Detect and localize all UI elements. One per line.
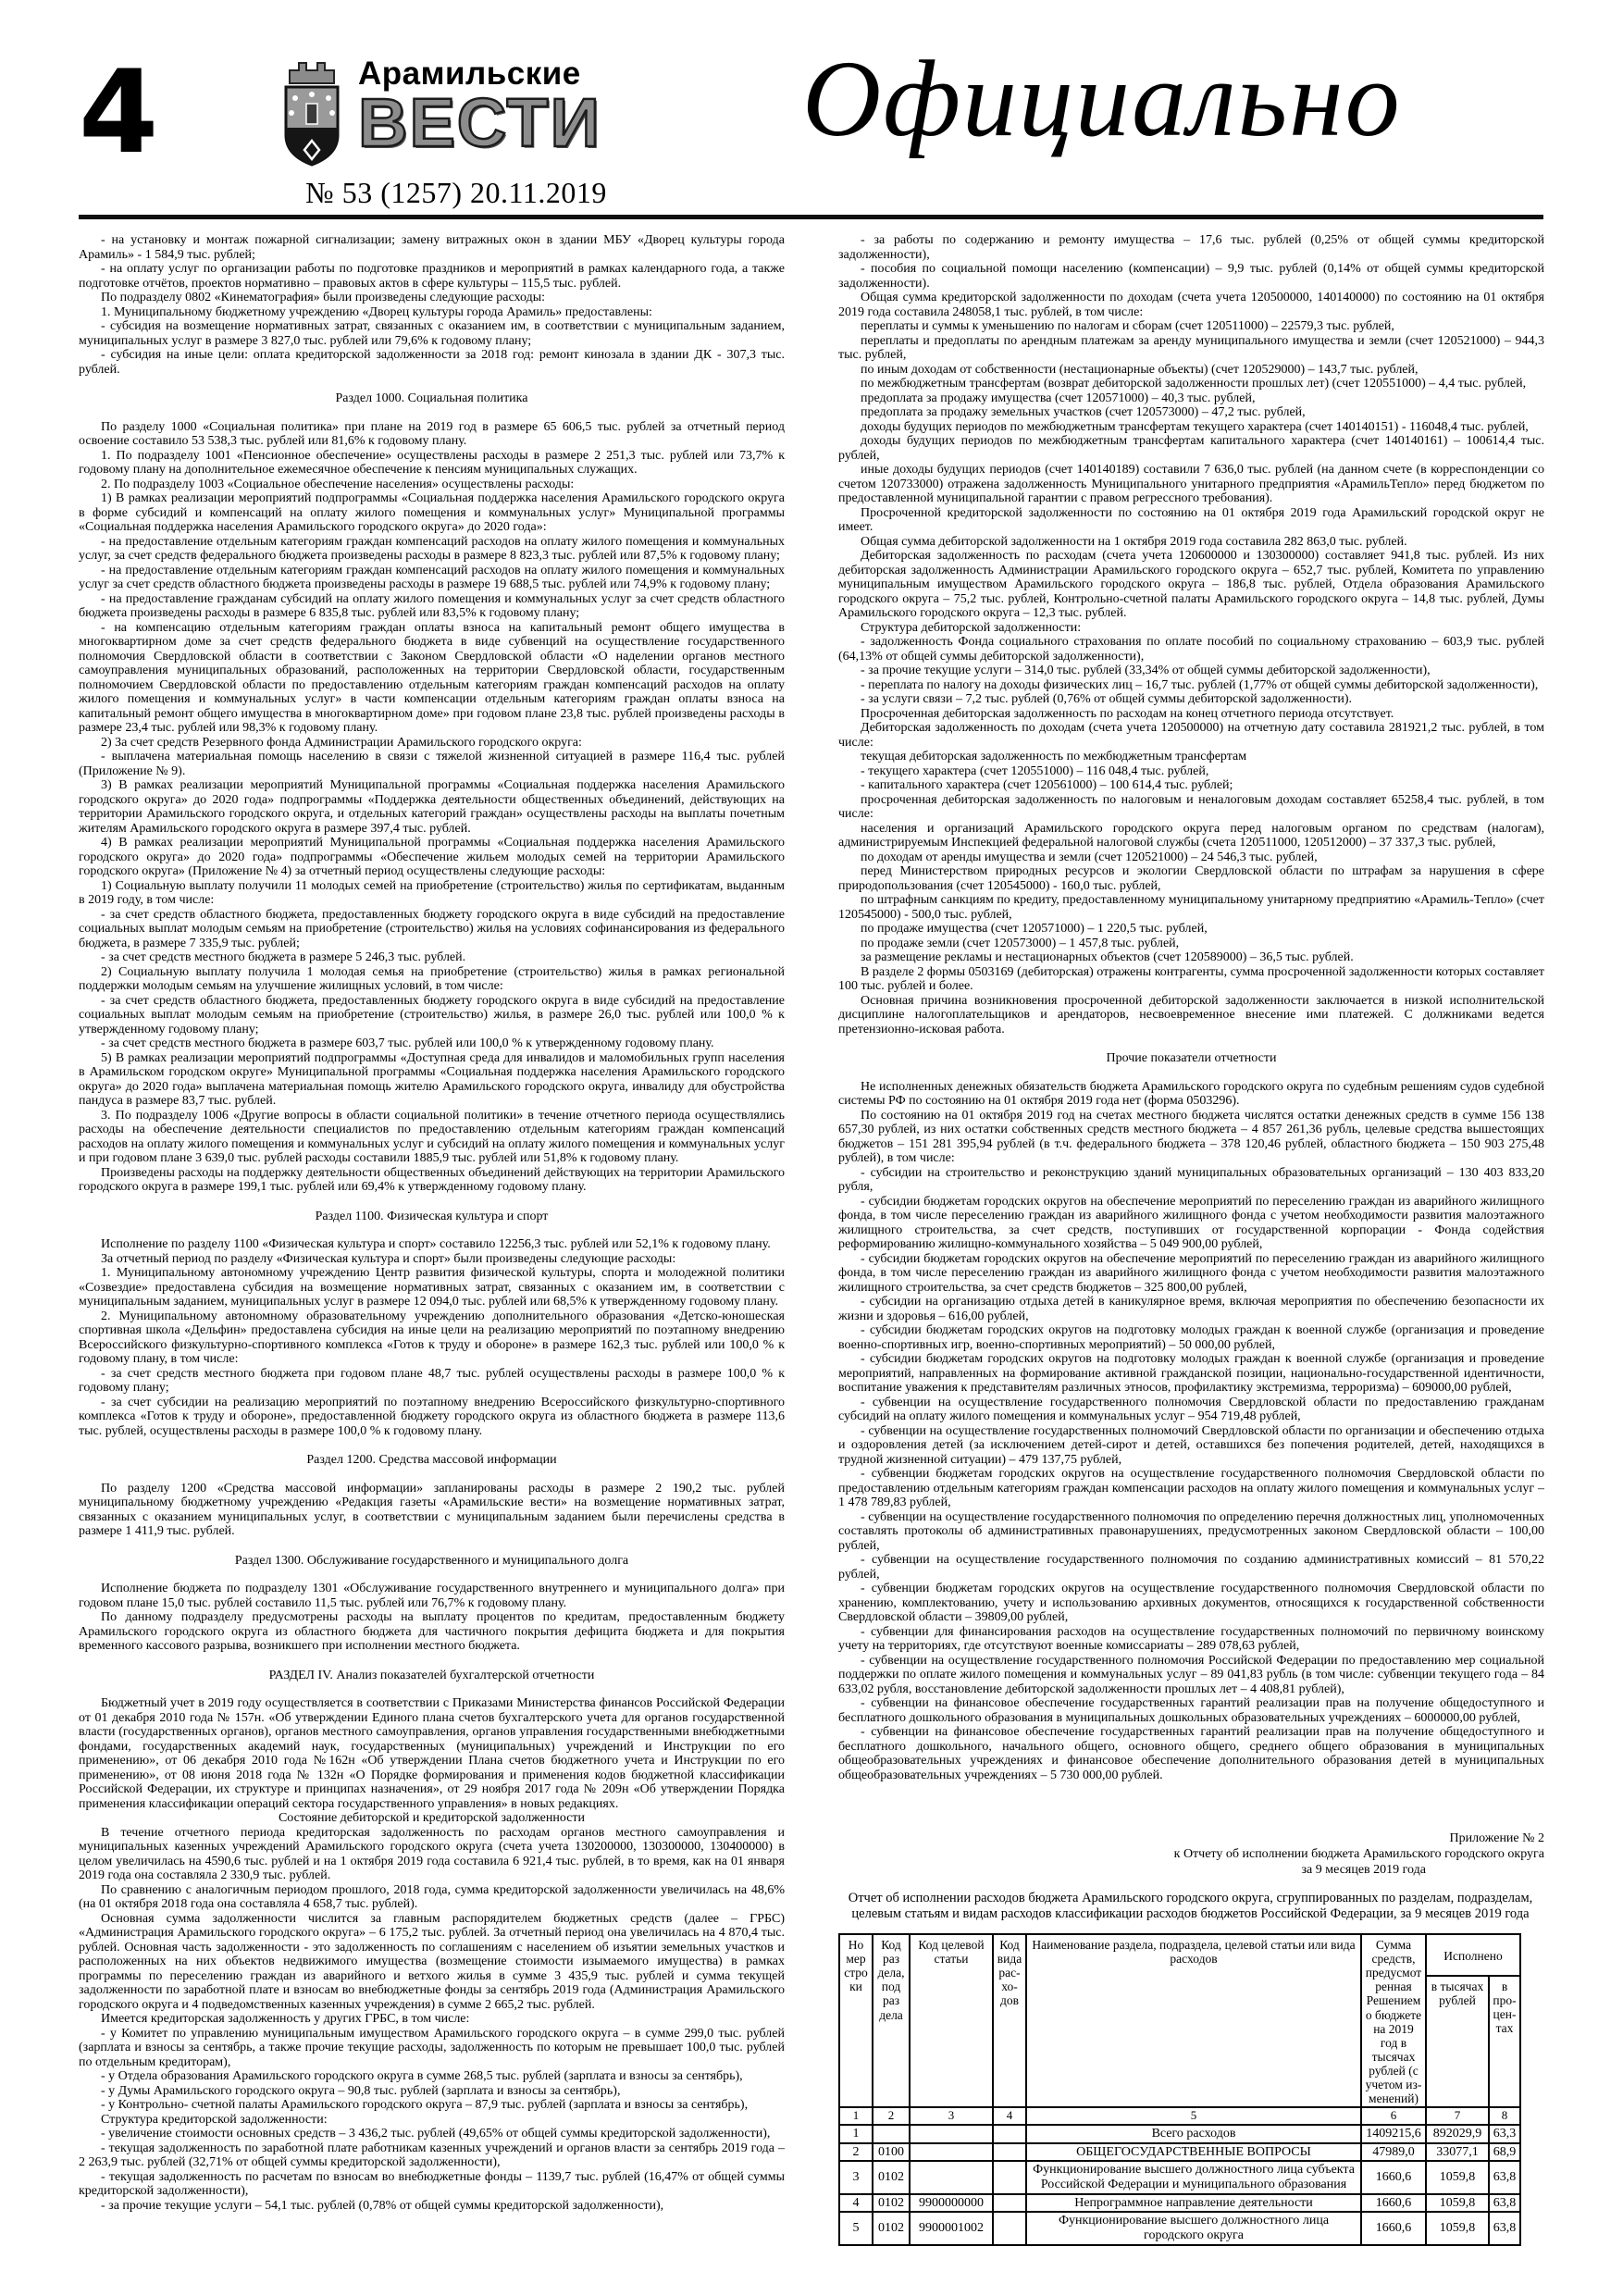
paragraph: 3. По подразделу 1006 «Другие вопросы в области социальной политики» в течение отчетного периода осуществлялись расходы на обеспечение деятельности специалистов по предоставлению отдельным категориям граждан компенсаций расходов на оплату жилого помещения и коммунальных услуг и субсидий на оплату жилого помещения и коммунальных услуг и при годовом плане 3 639,0 тыс. рублей расходы составили 1885,9 тыс. рублей или 51,8% к годовому плану. [79, 1108, 785, 1165]
paragraph: - за счет субсидии на реализацию мероприятий по поэтапному внедрению Всероссийского физкультурно-спортивного комплекса «Готов к труду и обороне», предоставленной бюджету городского округа из областного бюджета в размере 113,6 тыс. рублей, осуществлены расходы в размере 100,0 % к годовому плану. [79, 1395, 785, 1438]
paragraph: - за счет средств местного бюджета в размере 5 246,3 тыс. рублей. [101, 950, 466, 964]
paragraph: за размещение рекламы и нестационарных объектов (счет 120589000) – 36,5 тыс. рублей. [861, 950, 1354, 964]
paragraph: 2) За счет средств Резервного фонда Администрации Арамильского городского округа: [101, 735, 582, 750]
paragraph: иные доходы будущих периодов (счет 140140189) составили 7 636,0 тыс. рублей (на данном счете (в корреспонденции со счетом 120733000) отражена задолженность Муниципального унитарного предприятия «АрамильТепло» перед бюджетом по предоставленной муниципальной гарантии с правом регрессного требования). [838, 463, 1544, 505]
paragraph: Не исполненных денежных обязательств бюджета Арамильского городского округа по судебным решениям судов судебной системы РФ по состоянию на 01 октября 2019 года нет (форма 0503296). [838, 1079, 1544, 1108]
table-cell: 0102 [873, 2194, 910, 2213]
table-cell: ОБЩЕГОСУДАРСТВЕННЫЕ ВОПРОСЫ [1026, 2143, 1361, 2162]
paragraph: - капитального характера (счет 120561000) – 100 614,4 тыс. рублей; [861, 778, 1233, 792]
table-cell: 3 [839, 2161, 873, 2193]
masthead [275, 56, 638, 210]
paragraph: переплаты и предоплаты по арендным платежам за аренду муниципального имущества и земли (счет 120521000) – 944,3 тыс. рублей, [838, 333, 1544, 362]
paragraph: Общая сумма дебиторской задолженности на 1 октября 2019 года составила 282 863,0 тыс. рублей. [861, 534, 1407, 549]
paragraph: - за счет средств местного бюджета при годовом плане 48,7 тыс. рублей осуществлены расходы в размере 100,0 % к годовому плану; [79, 1366, 785, 1395]
paragraph: - субсидии на организацию отдыха детей в каникулярное время, включая мероприятия по обеспечению безопасности их жизни и здоровья – 616,00 рублей, [838, 1295, 1544, 1323]
table-cell [993, 2161, 1026, 2193]
paragraph: - субсидии на строительство и реконструкцию зданий муниципальных образовательных организаций – 130 403 833,20 рубля, [838, 1165, 1544, 1194]
paragraph: В разделе 2 формы 0503169 (дебиторская) отражены контрагенты, сумма просроченной задолженности которых составляет 100 тыс. рублей и более. [838, 964, 1544, 993]
column-number-cell: 5 [1026, 2107, 1361, 2125]
paragraph: по иным доходам от собственности (нестационарные объекты) (счет 120529000) – 143,7 тыс. рублей, [861, 362, 1419, 377]
paragraph: - текущая задолженность по заработной плате работникам казенных учреждений и органов власти за сентябрь 2019 года – 2 263,9 тыс. рублей (32,71% от общей суммы кредиторской задолженности), [79, 2141, 785, 2169]
masthead-title: ВЕСТИ [358, 84, 601, 161]
paragraph: - на предоставление отдельным категориям граждан компенсаций расходов на оплату жилого помещения и коммунальных услуг за счет средств областного бюджета произведены расходы в размере 19 688,5 тыс. рублей или 74,9% к годовому плану; [79, 563, 785, 591]
paragraph: - у Думы Арамильского городского округа – 90,8 тыс. рублей (зарплата и взносы за сентябрь), [101, 2083, 621, 2098]
column-number-cell: 2 [873, 2107, 910, 2125]
right-column-text [838, 233, 1544, 1831]
col-header-line-number: Но мер стро ки [839, 1934, 873, 2107]
col-header-name: Наименование раздела, подраздела, целевой статьи или вида расходов [1026, 1934, 1361, 2107]
appendix-heading [838, 1831, 1544, 1878]
paragraph: - текущего характера (счет 120551000) – 116 048,4 тыс. рублей, [861, 763, 1209, 778]
paragraph: - за работы по содержанию и ремонту имущества – 17,6 тыс. рублей (0,25% от общей суммы кредиторской задолженности), [838, 233, 1544, 262]
table-cell [873, 2125, 910, 2143]
page-number: 4 [79, 46, 159, 180]
col-header-executed-percent: в про- цен- тах [1489, 1976, 1520, 2107]
paragraph: В течение отчетного периода кредиторская задолженность по расходам органов местного самоуправления и муниципальных казенных учреждений Арамильского городского округа (счета учета 130200000, 130300000, 130400000) в целом увеличилась на 4590,6 тыс. рублей и на 1 октября 2019 года составила 6 921,4 тыс. рублей, в то время, как на 01 января 2019 года она составляла 2 330,9 тыс. рублей. [79, 1825, 785, 1882]
paragraph: - субвенции на финансовое обеспечение государственных гарантий реализации прав на получение общедоступного и бесплатного дошкольного образования в муниципальных дошкольных образовательных учреждениях – 6000000,00 рублей, [838, 1696, 1544, 1725]
paragraph: Исполнение бюджета по подразделу 1301 «Обслуживание государственного внутреннего и муниципального долга» при годовом плане 15,0 тыс. рублей составило 11,5 тыс. рублей или 76,7% к годовому плану. [79, 1582, 785, 1610]
paragraph: - текущая задолженность по расчетам по взносам во внебюджетные фонды – 1139,7 тыс. рублей (16,47% от общей суммы кредиторской задолженности), [79, 2169, 785, 2198]
paragraph: Основная причина возникновения просроченной дебиторской задолженности заключается в низкой исполнительской дисциплине налогоплательщиков и арендаторов, несвоевременное внесение ими платежей. С должниками ведется претензионно-исковая работа. [838, 993, 1544, 1036]
table-cell [993, 2212, 1026, 2244]
paragraph: Бюджетный учет в 2019 году осуществляется в соответствии с Приказами Министерства финансов Российской Федерации от 01 декабря 2010 года № 157н. «Об утверждении Единого плана счетов бухгалтерского учета для органов государственной власти (государственных органов), органов местного самоуправления, органов управления государственными внебюджетными фондами, государственных академий наук, государственных (муниципальных) учреждений и Инструкции по его применению», от 06 декабря 2010 года №162н «Об утверждении Плана счетов бюджетного учета и Инструкции по его применению», от 08 июня 2018 года № 132н «О Порядке формирования и применения кодов бюджетной классификации Российской Федерации, их структуре и принципах назначения», от 29 ноября 2017 года № 209н «Об утверждении Порядка применения классификации операций сектора государственного управления» в новых редакциях. [79, 1696, 785, 1811]
paragraph: - субсидии бюджетам городских округов на обеспечение мероприятий по переселению граждан из аварийного жилищного фонда, в том числе переселению граждан из аварийного жилищного фонда с учетом необходимости развития малоэтажного жилищного строительства, за счет средств бюджетов – 325 800,00 рублей, [838, 1251, 1544, 1295]
column-number-cell: 1 [839, 2107, 873, 2125]
table-cell: 1660,6 [1361, 2161, 1426, 2193]
paragraph: 3) В рамках реализации мероприятий Муниципальной программы «Социальная поддержка населения Арамильского городского округа» до 2020 года» подпрограммы «Поддержка деятельности общественных объединений, действующих на территории Арамильского городского округа, и отдельных категорий граждан» осуществлены расходы на выплаты почетным жителям Арамильского городского округа в размере 397,4 тыс. рублей. [79, 778, 785, 836]
section-heading: Раздел 1200. Средства массовой информации [306, 1453, 557, 1467]
paragraph: доходы будущих периодов по межбюджетным трансфертам текущего характера (счет 140140151) - 116048,4 тыс. рублей, [861, 419, 1529, 434]
paragraph: Структура дебиторской задолженности: [861, 620, 1082, 635]
paragraph: - за счет средств областного бюджета, предоставленных бюджету городского округа в виде субсидий на предоставление социальных выплат молодым семьям на приобретение (строительство) жилья на условиях софинансирования из федерального бюджета, в размере 7 335,9 тыс. рублей; [79, 907, 785, 950]
section-heading: Раздел 1100. Физическая культура и спорт [315, 1209, 549, 1223]
article-body [79, 233, 1544, 2246]
table-cell: 0100 [873, 2143, 910, 2162]
paragraph: - на предоставление отдельным категориям граждан компенсаций расходов на оплату жилого помещения и коммунальных услуг, за счет средств федерального бюджета произведены расходы в размере 8 823,3 тыс. рублей или 87,5% к годовому плану; [79, 534, 785, 563]
col-header-target-item-code: Код целевой статьи [910, 1934, 993, 2107]
table-row [839, 2212, 1520, 2244]
col-header-executed-thousands: в тысячах рублей [1426, 1976, 1489, 2107]
table-cell: 0102 [873, 2161, 910, 2193]
col-header-executed-group: Исполнено [1426, 1934, 1520, 1976]
paragraph: по продаже имущества (счет 120571000) – 1 220,5 тыс. рублей, [861, 922, 1208, 936]
paragraph: - за услуги связи – 7,2 тыс. рублей (0,76% от общей суммы дебиторской задолженности). [861, 692, 1352, 706]
paragraph: 4) В рамках реализации мероприятий Муниципальной программы «Социальная поддержка населения Арамильского городского округа» до 2020 года» подпрограммы «Обеспечение жильем молодых семей на территории Арамильского городского округа» (Приложение № 4) за отчетный период осуществлены следующие расходы: [79, 836, 785, 878]
paragraph: 2. По подразделу 1003 «Социальное обеспечение населения» осуществлены расходы: [101, 477, 575, 491]
table-cell: Непрограммное направление деятельности [1026, 2194, 1361, 2213]
section-heading: РАЗДЕЛ IV. Анализ показателей бухгалтерской отчетности [268, 1668, 595, 1682]
paragraph: по продаже земли (счет 120573000) – 1 457,8 тыс. рублей, [861, 936, 1180, 950]
paragraph: - субсидия на иные цели: оплата кредиторской задолженности за 2018 год: ремонт кинозала в здании ДК - 307,3 тыс. рублей. [79, 348, 785, 377]
paragraph: переплаты и суммы к уменьшению по налогам и сборам (счет 120511000) – 22579,3 тыс. рублей, [861, 319, 1394, 333]
paragraph: - субвенции для финансирования расходов на осуществление государственных полномочий по первичному воинскому учету на территориях, где отсутствуют военные комиссариаты – 289 078,63 рублей, [838, 1624, 1544, 1653]
column-number-cell: 3 [910, 2107, 993, 2125]
table-cell: Функционирование высшего должностного лица городского округа [1026, 2212, 1361, 2244]
paragraph: перед Министерством природных ресурсов и экологии Свердловской области по штрафам за нарушения в сфере природопользования (счет 120545000) - 160,0 тыс. рублей, [838, 864, 1544, 893]
table-cell: 1059,8 [1426, 2212, 1489, 2244]
paragraph: предоплата за продажу земельных участков (счет 120573000) – 47,2 тыс. рублей, [861, 405, 1306, 419]
paragraph: - субвенции на осуществление государственного полномочия Российской Федерации по предоставлению мер социальной поддержки по оплате жилого помещения и коммунальных услуг – 89 041,83 рубль (в том числе: субвенции текущего года – 84 633,02 рубля, восстановление дебиторской задолженности прошлых лет – 4 408,81 рублей), [838, 1653, 1544, 1696]
paragraph: 1. Муниципальному автономному учреждению Центр развития физической культуры, спорта и молодежной политики «Созвездие» предоставлена субсидия на возмещение нормативных затрат, связанных с оказанием им, в соответствии с муниципальным заданием, муниципальных услуг в размере 12 094,0 тыс. рублей или 68,5% к утвержденному годовому плану. [79, 1266, 785, 1309]
paragraph: - на оплату услуг по организации работы по подготовке праздников и мероприятий в рамках календарного года, а также подготовке отчётов, проектов нормативно – правовых актов в сфере культуры – 115,5 тыс. рублей. [79, 262, 785, 291]
paragraph: По разделу 1000 «Социальная политика» при плане на 2019 год в размере 65 606,5 тыс. рублей за отчетный период освоение составило 53 538,3 тыс. рублей или 81,6% к годовому плану. [79, 419, 785, 448]
col-header-planned-sum: Сумма средств, предусмот ренная Решением о бюджете на 2019 год в тысячах рублей (с учетом из- менений) [1361, 1934, 1426, 2107]
paragraph: населения и организаций Арамильского городского округа перед налоговым органом по средствам (налогам), администрируемым Инспекцией федеральной налоговой службы (счета 120511000, 120512000) – 37 337,3 тыс. рублей, [838, 821, 1544, 850]
table-row [839, 2143, 1520, 2162]
paragraph: доходы будущих периодов по межбюджетным трансфертам капитального характера (счет 140140161) – 100614,4 тыс. рублей, [838, 434, 1544, 463]
table-cell: 1660,6 [1361, 2212, 1426, 2244]
appendix-line: к Отчету об исполнении бюджета Арамильского городского округа [1173, 1847, 1544, 1861]
paragraph: По разделу 1200 «Средства массовой информации» запланированы расходы в размере 2 190,2 тыс. рублей муниципальному бюджетному учреждению «Редакция газеты «Арамильские вести» на возмещение нормативных затрат, связанных с оказанием муниципальных услуг, в соответствии с муниципальным заданием были перечислены средства в размере 1 411,9 тыс. рублей. [79, 1481, 785, 1538]
right-column [838, 233, 1544, 2246]
paragraph: Структура кредиторской задолженности: [101, 2112, 328, 2127]
paragraph: За отчетный период по разделу «Физическая культура и спорт» были произведены следующие расходы: [101, 1251, 676, 1266]
paragraph: - за прочие текущие услуги – 54,1 тыс. рублей (0,78% от общей суммы кредиторской задолженности), [101, 2198, 664, 2213]
table-cell: 0102 [873, 2212, 910, 2244]
paragraph: - задолженность Фонда социального страхования по оплате пособий по социальному страхованию – 603,9 тыс. рублей (64,13% от общей суммы дебиторской задолженности), [838, 635, 1544, 664]
city-crest-icon [275, 56, 349, 168]
paragraph: просроченная дебиторская задолженность по налоговым и неналоговым доходам составляет 65258,4 тыс. рублей, в том числе: [838, 792, 1544, 821]
paragraph: по межбюджетным трансфертам (возврат дебиторской задолженности прошлых лет) (счет 120551000) – 4,4 тыс. рублей, [861, 377, 1527, 391]
table-cell: 33077,1 [1426, 2143, 1489, 2162]
paragraph: 2. Муниципальному автономному образовательному учреждению дополнительного образования «Детско-юношеская спортивная школа «Дельфин» предоставлена субсидия на иные цели на реализацию мероприятий по поэтапному внедрению Всероссийского физкультурно-спортивного комплекса «Готов к труду и обороне» в размере 162,3 тыс. рублей или 100,0 % к годовому плану, в том числе: [79, 1309, 785, 1366]
page-header [79, 38, 1543, 213]
paragraph: - у Комитет по управлению муниципальным имуществом Арамильского городского округа – в сумме 299,0 тыс. рублей (зарплата и взносы за сентябрь, а также прочие текущие расходы, задолженность по которым не превышает 100,0 тыс. рублей по отдельным кредиторам), [79, 2026, 785, 2069]
paragraph: Основная сумма задолженности числится за главным распорядителем бюджетных средств (далее – ГРБС) «Администрация Арамильского городского округа» – 6 175,2 тыс. рублей. За отчетный период она увеличилась на 4 870,4 тыс. рублей. Основная часть задолженности - это задолженность по соглашениям с населением об изъятии земельных участков и расположенных на них объектов недвижимого имущества (возмещение стоимости изымаемого имущества) в рамках программы по переселению граждан из аварийного и ветхого жилья в сумме 3 435,9 тыс. рублей и сумма текущей задолженности по заработной плате и взносам во внебюджетные фонды за сентябрь 2019 года (Администрация Арамильского городского округа и 4 подведомственных казенных учреждения) в сумме 2 665,2 тыс. рублей. [79, 1911, 785, 2012]
paragraph: - у Контрольно- счетной палаты Арамильского городского округа – 87,9 тыс. рублей (зарплата и взносы за сентябрь), [101, 2098, 749, 2112]
paragraph: По данному подразделу предусмотрены расходы на выплату процентов по кредитам, предоставленным бюджету Арамильского городского округа из областного бюджета для частичного покрытия дефицита бюджета и для покрытия временного кассового разрыва, возникшего при исполнении местного бюджета. [79, 1610, 785, 1653]
column-number-cell: 4 [993, 2107, 1026, 2125]
table-cell [910, 2125, 993, 2143]
appendix-line: Приложение № 2 [1449, 1831, 1544, 1845]
col-header-section-code: Код раз дела, под раз дела [873, 1934, 910, 2107]
table-cell: 1059,8 [1426, 2161, 1489, 2193]
table-cell: 63,8 [1489, 2161, 1520, 2193]
paragraph: - субсидия на возмещение нормативных затрат, связанных с оказанием им, в соответствии с муниципальным заданием, муниципальных услуг в размере 3 827,0 тыс. рублей или 79,6% к годовому плану; [79, 319, 785, 348]
paragraph: по штрафным санкциям по кредиту, предоставленному муниципальному унитарному предприятию «Арамиль-Тепло» (счет 120545000) - 500,0 тыс. рублей, [838, 893, 1544, 922]
paragraph: Общая сумма кредиторской задолженности по доходам (счета учета 120500000, 140140000) по состоянию на 01 октября 2019 года составила 248058,1 тыс. рублей, в том числе: [838, 291, 1544, 319]
paragraph: - за счет средств областного бюджета, предоставленных бюджету городского округа в виде субсидий на предоставление социальных выплат молодым семьям на приобретение (строительство) жилья, в размере 26,0 тыс. рублей или 100,0 % к утвержденному годовому плану; [79, 993, 785, 1036]
issue-number: № 53 (1257) 20.11.2019 [305, 176, 607, 209]
table-cell: 9900001002 [910, 2212, 993, 2244]
masthead-top-label: Арамильские [358, 56, 581, 92]
paragraph: - субвенции на осуществление государственного полномочия по созданию административных комиссий – 81 570,22 рублей, [838, 1553, 1544, 1582]
header-divider [79, 215, 1543, 219]
paragraph: предоплата за продажу имущества (счет 120571000) – 40,3 тыс. рублей, [861, 391, 1256, 405]
table-cell [993, 2194, 1026, 2213]
paragraph: - у Отдела образования Арамильского городского округа в сумме 268,5 тыс. рублей (зарплата и взносы за сентябрь), [101, 2069, 743, 2083]
table-cell [910, 2143, 993, 2162]
paragraph: 1. По подразделу 1001 «Пенсионное обеспечение» осуществлены расходы в размере 2 251,3 тыс. рублей или 73,7% к годовому плану на дополнительное ежемесячное обеспечение к пенсиям муниципальных служащих. [79, 448, 785, 477]
paragraph: - субвенции бюджетам городских округов на осуществление государственного полномочия Свердловской области по хранению, комплектованию, учету и использованию архивных документов, относящихся к государственной собственности Свердловской области – 39809,00 рублей, [838, 1582, 1544, 1624]
table-cell: 1660,6 [1361, 2194, 1426, 2213]
table-cell: 63,8 [1489, 2194, 1520, 2213]
column-number-cell: 6 [1361, 2107, 1426, 2125]
table-cell: Функционирование высшего должностного лица субъекта Российской Федерации и муниципального образования [1026, 2161, 1361, 2193]
table-cell: 5 [839, 2212, 873, 2244]
section-heading: Раздел 1000. Социальная политика [335, 391, 528, 405]
paragraph: Дебиторская задолженность по доходам (счета учета 120500000) на отчетную дату составила 281921,2 тыс. рублей, в том числе: [838, 721, 1544, 750]
column-number-cell: 8 [1489, 2107, 1520, 2125]
table-cell: 892029,9 [1426, 2125, 1489, 2143]
table-row [839, 2194, 1520, 2213]
paragraph: Просроченной кредиторской задолженности по состоянию на 01 октября 2019 года Арамильский городской округ не имеет. [838, 505, 1544, 534]
table-column-numbering-row [839, 2107, 1520, 2125]
paragraph: По подразделу 0802 «Кинематография» были произведены следующие расходы: [101, 291, 546, 304]
paragraph: Исполнение по разделу 1100 «Физическая культура и спорт» составило 12256,3 тыс. рублей или 52,1% к годовому плану. [101, 1237, 771, 1251]
table-cell: 1059,8 [1426, 2194, 1489, 2213]
paragraph: - субсидии бюджетам городских округов на подготовку молодых граждан к военной службе (организация и проведение мероприятий, направленных на формирование активной гражданской позиции, национально-государственной идентичности, воспитание уважения к представителям различных этносов, профилактику экстремизма, терроризма) – 609000,00 рублей, [838, 1352, 1544, 1395]
budget-execution-table [838, 1933, 1521, 2246]
paragraph: - субвенции бюджетам городских округов на осуществление государственного полномочия Свердловской области по предоставлению отдельным категориям граждан компенсации расходов на оплату жилого помещения и коммунальных услуг – 1 478 789,83 рублей, [838, 1467, 1544, 1509]
paragraph: По сравнению с аналогичным периодом прошлого, 2018 года, сумма кредиторской задолженности увеличилась на 48,6% (на 01 октября 2018 года она составляла 4 658,7 тыс. рублей). [79, 1882, 785, 1911]
table-row [839, 2161, 1520, 2193]
paragraph: 2) Социальную выплату получила 1 молодая семья на приобретение (строительство) жилья в рамках региональной поддержки молодым семьям на улучшение жилищных условий, в том числе: [79, 964, 785, 993]
table-cell [910, 2161, 993, 2193]
section-title: Официально [802, 38, 1402, 159]
report-title: Отчет об исполнении расходов бюджета Арамильского городского округа, сгруппированных по разделам, подразделам, целевым статьям и видам расходов классификации расходов бюджетов Российской Федерации, за 9 месяцев 2019 года [848, 1891, 1533, 1921]
section-heading: Раздел 1300. Обслуживание государственного и муниципального долга [234, 1553, 629, 1568]
paragraph: - субвенции на осуществление государственного полномочия Свердловской области по предоставлению гражданам субсидий на оплату жилого помещения и коммунальных услуг – 954 719,48 рублей, [838, 1395, 1544, 1423]
table-cell: 2 [839, 2143, 873, 2162]
table-cell: 1409215,6 [1361, 2125, 1426, 2143]
paragraph: 1) В рамках реализации мероприятий подпрограммы «Социальная поддержка населения Арамильского городского округа в форме субсидий и компенсаций на оплату жилого помещения и коммунальных услуг» Муниципальной программы «Социальная поддержка населения Арамильского городского округа» до 2020 года»: [79, 491, 785, 534]
paragraph: - субсидии бюджетам городских округов на обеспечение мероприятий по переселению граждан из аварийного жилищного фонда, в том числе переселению граждан из аварийного жилищного фонда с учетом необходимости развития малоэтажного жилищного строительства, за счет средств, поступивших от государственной корпорации - Фонда содействия реформированию жилищно-коммунального хозяйства – 5 049 900,00 рублей, [838, 1194, 1544, 1251]
paragraph: Имеется кредиторская задолженность у других ГРБС, в том числе: [101, 2012, 470, 2026]
table-cell: 4 [839, 2194, 873, 2213]
section-heading: Состояние дебиторской и кредиторской задолженности [278, 1811, 586, 1825]
column-number-cell: 7 [1426, 2107, 1489, 2125]
table-cell: 68,9 [1489, 2143, 1520, 2162]
paragraph: - субсидии бюджетам городских округов на подготовку молодых граждан к военной службе (организация и проведение военно-спортивных игр, военно-спортивных мероприятий) – 50 000,00 рублей, [838, 1323, 1544, 1352]
table-cell [993, 2143, 1026, 2162]
paragraph: - переплата по налогу на доходы физических лиц – 16,7 тыс. рублей (1,77% от общей суммы дебиторской задолженности), [861, 677, 1539, 692]
table-cell: 9900000000 [910, 2194, 993, 2213]
paragraph: - за прочие текущие услуги – 314,0 тыс. рублей (33,34% от общей суммы дебиторской задолженности), [861, 664, 1431, 677]
paragraph: - пособия по социальной помощи населению (компенсации) – 9,9 тыс. рублей (0,14% от общей суммы кредиторской задолженности). [838, 262, 1544, 291]
paragraph: - субвенции на осуществление государственного полномочия по определению перечня должностных лиц, уполномоченных составлять протоколы об административных правонарушениях, предусмотренных законом Свердловской области – 100,00 рублей, [838, 1509, 1544, 1553]
paragraph: Произведены расходы на поддержку деятельности общественных объединений действующих на территории Арамильского городского округа в размере 199,1 тыс. рублей или 69,4% к утвержденному годовому плану. [79, 1165, 785, 1194]
paragraph: по доходам от аренды имущества и земли (счет 120521000) – 24 546,3 тыс. рублей, [861, 850, 1318, 864]
table-cell: 63,3 [1489, 2125, 1520, 2143]
paragraph: - субвенции на финансовое обеспечение государственных гарантий реализации прав на получение общедоступного и бесплатного дошкольного, начального общего, основного общего, среднего общего образования в муниципальных общеобразовательных учреждениях и финансовое обеспечение дополнительного образования детей в муниципальных общеобразовательных учреждениях – 5 730 000,00 рублей. [838, 1725, 1544, 1782]
section-heading: Прочие показатели отчетности [1106, 1051, 1277, 1065]
left-column [79, 233, 785, 2232]
table-cell: 63,8 [1489, 2212, 1520, 2244]
paragraph: - за счет средств местного бюджета в размере 603,7 тыс. рублей или 100,0 % к утвержденному годовому плану. [101, 1036, 714, 1050]
table-cell: 1 [839, 2125, 873, 2143]
paragraph: - субвенции на осуществление государственных полномочий Свердловской области по организации и обеспечению отдыха и оздоровления детей (за исключением детей-сирот и детей, оставшихся без попечения родителей, детей, находящихся в трудной жизненной ситуации) – 479 137,75 рублей, [838, 1423, 1544, 1467]
paragraph: - на компенсацию отдельным категориям граждан оплаты взноса на капитальный ремонт общего имущества в многоквартирном доме за счет средств федерального бюджета в виде субвенций на осуществление государственного полномочия Свердловской области в соответствии с Законом Свердловской области «О наделении органов местного самоуправления муниципальных образований, расположенных на территории Свердловской области, государственным полномочием Свердловской области по предоставлению отдельным категориям граждан компенсаций расходов на оплату жилого помещения и коммунальных услуг» в части компенсации отдельным категориям граждан оплаты взноса на капитальный ремонт общего имущества в многоквартирном доме» при годовом плане 23,8 тыс. рублей произведены расходы в размере 23,4 тыс. рублей или 98,3% к годовому плану. [79, 620, 785, 735]
col-header-expense-type-code: Код вида рас- хо- дов [993, 1934, 1026, 2107]
paragraph: - на предоставление гражданам субсидий на оплату жилого помещения и коммунальных услуг за счет средств областного бюджета произведены расходы в размере 6 835,8 тыс. рублей или 83,5% к годовому плану; [79, 591, 785, 620]
paragraph: Просроченная дебиторская задолженность по расходам на конец отчетного периода отсутствует. [861, 706, 1394, 721]
paragraph: текущая дебиторская задолженность по межбюджетным трансфертам [861, 750, 1247, 763]
table-cell [993, 2125, 1026, 2143]
table-cell: Всего расходов [1026, 2125, 1361, 2143]
paragraph: - увеличение стоимости основных средств – 3 436,2 тыс. рублей (49,65% от общей суммы кредиторской задолженности), [101, 2127, 771, 2141]
table-cell: 47989,0 [1361, 2143, 1426, 2162]
paragraph: 1) Социальную выплату получили 11 молодых семей на приобретение (строительство) жилья по сертификатам, выданным в 2019 году, в том числе: [79, 878, 785, 907]
paragraph: 1. Муниципальному бюджетному учреждению «Дворец культуры города Арамиль» предоставлены: [101, 304, 652, 319]
paragraph: По состоянию на 01 октября 2019 год на счетах местного бюджета числятся остатки денежных средств в сумме 156 138 657,30 рублей, из них остатки собственных средств местного бюджета – 4 857 261,36 рубль, целевые средства вышестоящих бюджетов – 151 281 395,94 рублей (в т.ч. федерального бюджета – 378 120,46 рублей, областного бюджета – 150 903 275,48 рублей), в том числе: [838, 1108, 1544, 1165]
paragraph: - на установку и монтаж пожарной сигнализации; замену витражных окон в здании МБУ «Дворец культуры города Арамиль» - 1 584,9 тыс. рублей; [79, 233, 785, 262]
paragraph: - выплачена материальная помощь населению в связи с тяжелой жизненной ситуацией в размере 116,4 тыс. рублей (Приложение № 9). [79, 750, 785, 778]
paragraph: Дебиторская задолженность по расходам (счета учета 120600000 и 130300000) составляет 941,8 тыс. рублей. Из них дебиторская задолженность Администрации Арамильского городского округа – 652,7 тыс. рублей, Комитета по управлению муниципальным имуществом Арамильского городского округа – 186,8 тыс. рублей, Отдела образования Арамильского городского округа – 75,2 тыс. рублей, Контрольно-счетной палаты Арамильского городского округа – 14,8 тыс. рублей, Думы Арамильского городского округа – 12,3 тыс. рублей. [838, 549, 1544, 620]
table-row [839, 2125, 1520, 2143]
appendix-line: за 9 месяцев 2019 года [1301, 1863, 1426, 1877]
paragraph: 5) В рамках реализации мероприятий подпрограммы «Доступная среда для инвалидов и маломобильных групп населения в Арамильском городском округе» Муниципальной программы «Социальная поддержка населения Арамильского городского округа» до 2020 года» выплачена материальная помощь жителю Арамильского городского округа, инвалиду для обустройства пандуса в размере 83,7 тыс. рублей. [79, 1050, 785, 1108]
